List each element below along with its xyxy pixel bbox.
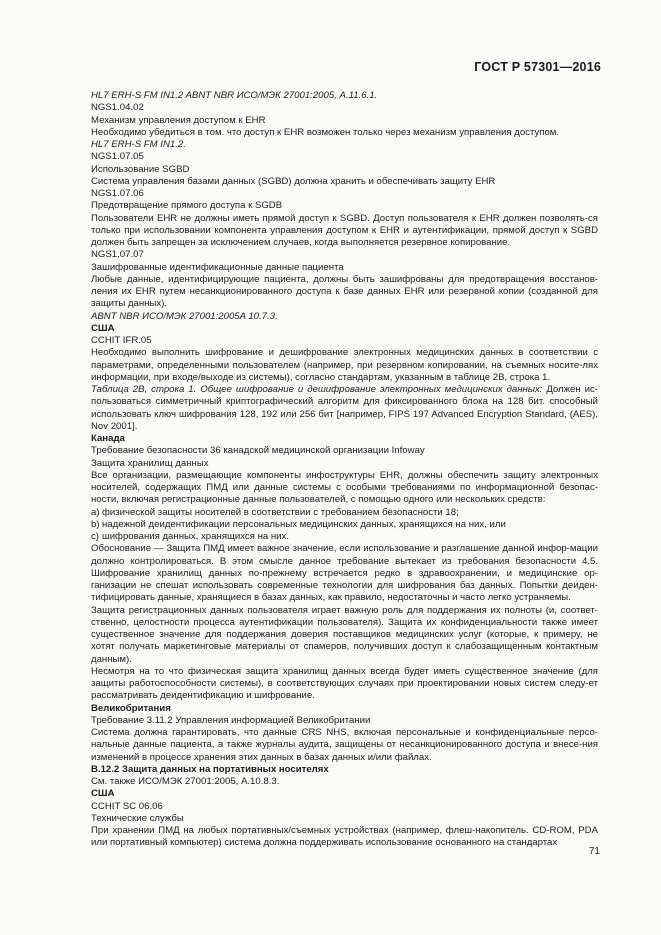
paragraph: Система управления базами данных (SGBD) должна хранить и обеспечивать защиту EHR: [91, 175, 496, 187]
list-marker: a): [91, 506, 100, 518]
document-body: [91, 90, 598, 850]
requirement-code: CCHIT IFR.05: [91, 335, 152, 346]
requirement-code: Требование безопасности 36 канадской медицинской организации Infoway: [91, 445, 425, 457]
requirement-title: Защита хранилищ данных: [91, 457, 209, 469]
requirement-title: Требование 3.11.2 Управления информацией Великобритании: [91, 714, 371, 726]
list-text: шифрования данных, хранящихся на них.: [102, 531, 289, 542]
country-heading: Канада: [91, 433, 125, 444]
country-heading: США: [91, 322, 115, 334]
requirement-title: Зашифрованные идентификационные данные пациента: [91, 261, 344, 273]
paragraph: При хранении ПМД на любых портативных/съемных устройствах (например, флеш-накопитель. CD-ROM, PDA или портативный компьютер) система должна поддерживать использование основанного на стандартах: [91, 825, 598, 849]
reference-line: См. также ИСО/МЭК 27001:2005, A.10.8.3.: [91, 776, 280, 787]
country-heading: США: [91, 788, 115, 800]
requirement-title: Предотвращение прямого доступа к SGDB: [91, 200, 283, 212]
reference-line: HL7 ERH-S FM IN1.2 ABNT NBR ИСО/МЭК 27001:2005, A.11.6.1.: [91, 90, 378, 101]
paragraph: Необходимо убедиться в том. что доступ к EHR возможен только через механизм управления доступом.: [91, 126, 560, 138]
list-item: [91, 507, 598, 519]
reference-line: HL7 ERH-S FM IN1.2.: [91, 139, 186, 150]
standard-header: ГОСТ Р 57301—2016: [474, 60, 601, 74]
list-marker: c): [91, 531, 99, 542]
reference-line: ABNT NBR ИСО/МЭК 27001:2005A 10.7.3.: [91, 310, 278, 322]
paragraph: Необходимо выполнить шифрование и дешифрование электронных медицинских данных в соответствии с параметрами, определенными пользователем (например, при резервном копировании, на съемных носите-лях информации, при входе/выходе из системы), согласно стандартам, указанным в таблице 2B, строка 1.: [91, 347, 598, 383]
table-reference: Таблица 2B, строка 1. Общее шифрование и дешифрование электронных медицинских данных:: [91, 384, 543, 395]
paragraph: Пользователи EHR не должны иметь прямой доступ к SGBD. Доступ пользователя к EHR должен позволять-ся только при использовании компонента управления доступом к EHR и аутентификации, прямой доступ к SGBD должен быть запрещен за исключением случаев, когда выполняется резервное копирование.: [91, 212, 598, 248]
country-heading: Великобритания: [91, 702, 171, 714]
requirement-title: Использование SGBD: [91, 163, 190, 175]
paragraph: Защита регистрационных данных пользователя играет важную роль для поддержания их полноты (и, соответ-ственно, целостности процесса аутентификации пользователя). Защита их конфиденциальности также имеет существенное значение для поддержания доверия поставщиков медицинских услуг (которые, к примеру, не хотят получать маркетинговые материалы от спамеров, получивших доступ к слабозащищенным контактным данным).: [91, 604, 598, 665]
list-text: надежной деидентификации персональных медицинских данных, хранящихся на них, или: [102, 518, 506, 530]
list-item: [91, 519, 598, 531]
paragraph: [91, 384, 598, 433]
page-number: 71: [588, 846, 600, 857]
table-reference-text: Должен ис-пользоваться симметричный криптографический алгоритм для фиксированного блока на 128 бит. способный использовать ключ шифрования 128, 192 или 256 бит [например, FIPS 197 Advanced Encryption Standard, (AES), Nov 2001].: [91, 384, 598, 432]
paragraph: Система должна гарантировать, что данные CRS NHS, включая персональные и конфиденциальные персо-нальные данные пациента, а также журналы аудита, защищены от несанкционированного доступа и внесе-ния изменений в процессе хранения этих данных в базах данных и/или файлах.: [91, 727, 598, 763]
requirement-code: CCHIT SC 06.06: [91, 800, 163, 812]
paragraph: Обоснование — Защита ПМД имеет важное значение, если использование и разглашение данной инфор-мации должно контролироваться. В этом смысле данное требование вытекает из требования безопасности 4.5. Шифрование хранилищ данных по-прежнему встречается редко в здравоохранении, и медицинские ор-ганизации не спешат использовать современные технологии для шифрования баз данных. Попытки деиден-тифицировать данные, хранящиеся в базах данных, как правило, недостаточны и часто легко устраняемы.: [91, 543, 598, 604]
requirement-code: NGS1.07.06: [91, 188, 144, 199]
requirement-title: Механизм управления доступом к EHR: [91, 114, 266, 126]
paragraph: Все организации, размещающие компоненты инфоструктуры EHR, должны обеспечить защиту электронных носителей, содержащих ПМД или данные системы с особыми требованиями по информационной безопас-ности, включая регистрационные данные пользователей, с помощью одного или нескольких средств:: [91, 469, 598, 506]
requirement-code: NGS1.07.05: [91, 151, 144, 163]
paragraph: Любые данные, идентифицирующие пациента, должны быть зашифрованы для предотвращения восстанов-ления их EHR путем несанкционированного доступа к базе данных EHR или резервной копии (созданной для защиты данных).: [91, 273, 598, 310]
list-item: [91, 531, 598, 543]
paragraph: Несмотря на то что физическая защита хранилищ данных всегда будет иметь существенное значение (для защиты работоспособности системы), в соответствующих случаях при проектировании новых систем следу-ет рассматривать деидентификацию и шифрование.: [91, 665, 598, 702]
requirement-title: Технические службы: [91, 812, 184, 824]
requirement-code: NGS1.04.02: [91, 102, 144, 114]
section-heading: B.12.2 Защита данных на портативных носителях: [91, 763, 329, 775]
list-text: физической защиты носителей в соответствии с требованием безопасности 18;: [102, 506, 459, 518]
requirement-code: NGS1.07.07: [91, 249, 144, 261]
list-marker: b): [91, 518, 100, 530]
